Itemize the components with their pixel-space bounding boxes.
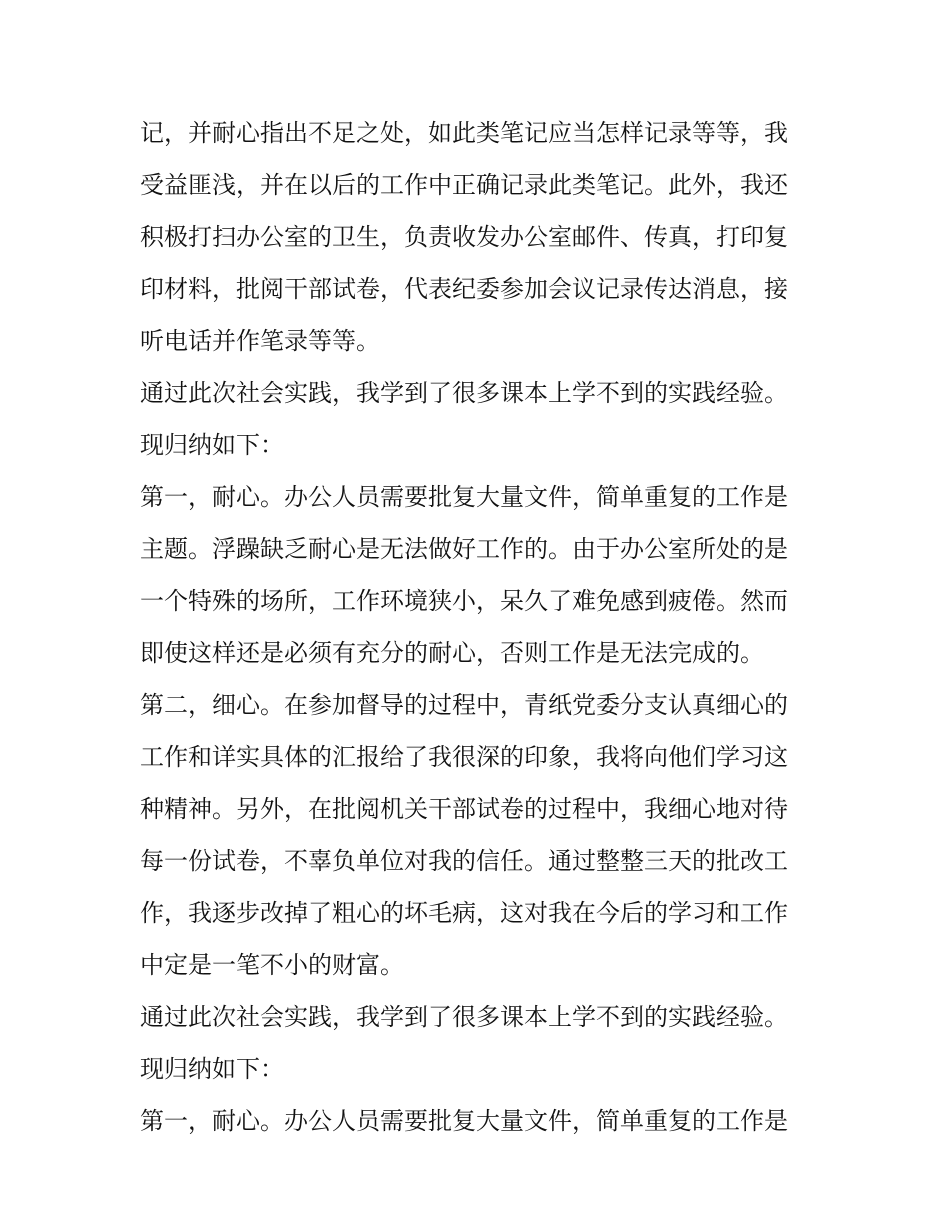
text-line-7: 现归纳如下：: [140, 431, 284, 459]
text-line-1: 记，并耐心指出不足之处，如此类笔记应当怎样记录等等，我: [140, 119, 788, 147]
text-line-8: 第一，耐心。办公人员需要批复大量文件，简单重复的工作是: [140, 483, 788, 511]
text-line-20: 第一，耐心。办公人员需要批复大量文件，简单重复的工作是: [140, 1107, 788, 1135]
text-line-15: 每一份试卷，不辜负单位对我的信任。通过整整三天的批改工: [140, 847, 788, 875]
text-line-10: 一个特殊的场所，工作环境狭小，呆久了难免感到疲倦。然而: [140, 587, 788, 615]
text-line-16: 作，我逐步改掉了粗心的坏毛病，这对我在今后的学习和工作: [140, 899, 788, 927]
text-line-13: 工作和详实具体的汇报给了我很深的印象，我将向他们学习这: [140, 743, 788, 771]
text-line-19: 现归纳如下：: [140, 1055, 284, 1083]
text-line-5: 听电话并作笔录等等。: [140, 327, 380, 355]
text-line-11: 即使这样还是必须有充分的耐心，否则工作是无法完成的。: [140, 639, 764, 667]
text-line-14: 种精神。另外，在批阅机关干部试卷的过程中，我细心地对待: [140, 795, 788, 823]
body-text: [140, 107, 812, 1147]
text-line-3: 积极打扫办公室的卫生，负责收发办公室邮件、传真，打印复: [140, 223, 788, 251]
text-line-12: 第二，细心。在参加督导的过程中，青纸党委分支认真细心的: [140, 691, 788, 719]
text-line-2: 受益匪浅，并在以后的工作中正确记录此类笔记。此外，我还: [140, 171, 788, 199]
text-line-6: 通过此次社会实践，我学到了很多课本上学不到的实践经验。: [140, 379, 788, 407]
text-line-4: 印材料，批阅干部试卷，代表纪委参加会议记录传达消息，接: [140, 275, 788, 303]
text-line-17: 中定是一笔不小的财富。: [140, 951, 404, 979]
text-line-9: 主题。浮躁缺乏耐心是无法做好工作的。由于办公室所处的是: [140, 535, 788, 563]
text-line-18: 通过此次社会实践，我学到了很多课本上学不到的实践经验。: [140, 1003, 788, 1031]
